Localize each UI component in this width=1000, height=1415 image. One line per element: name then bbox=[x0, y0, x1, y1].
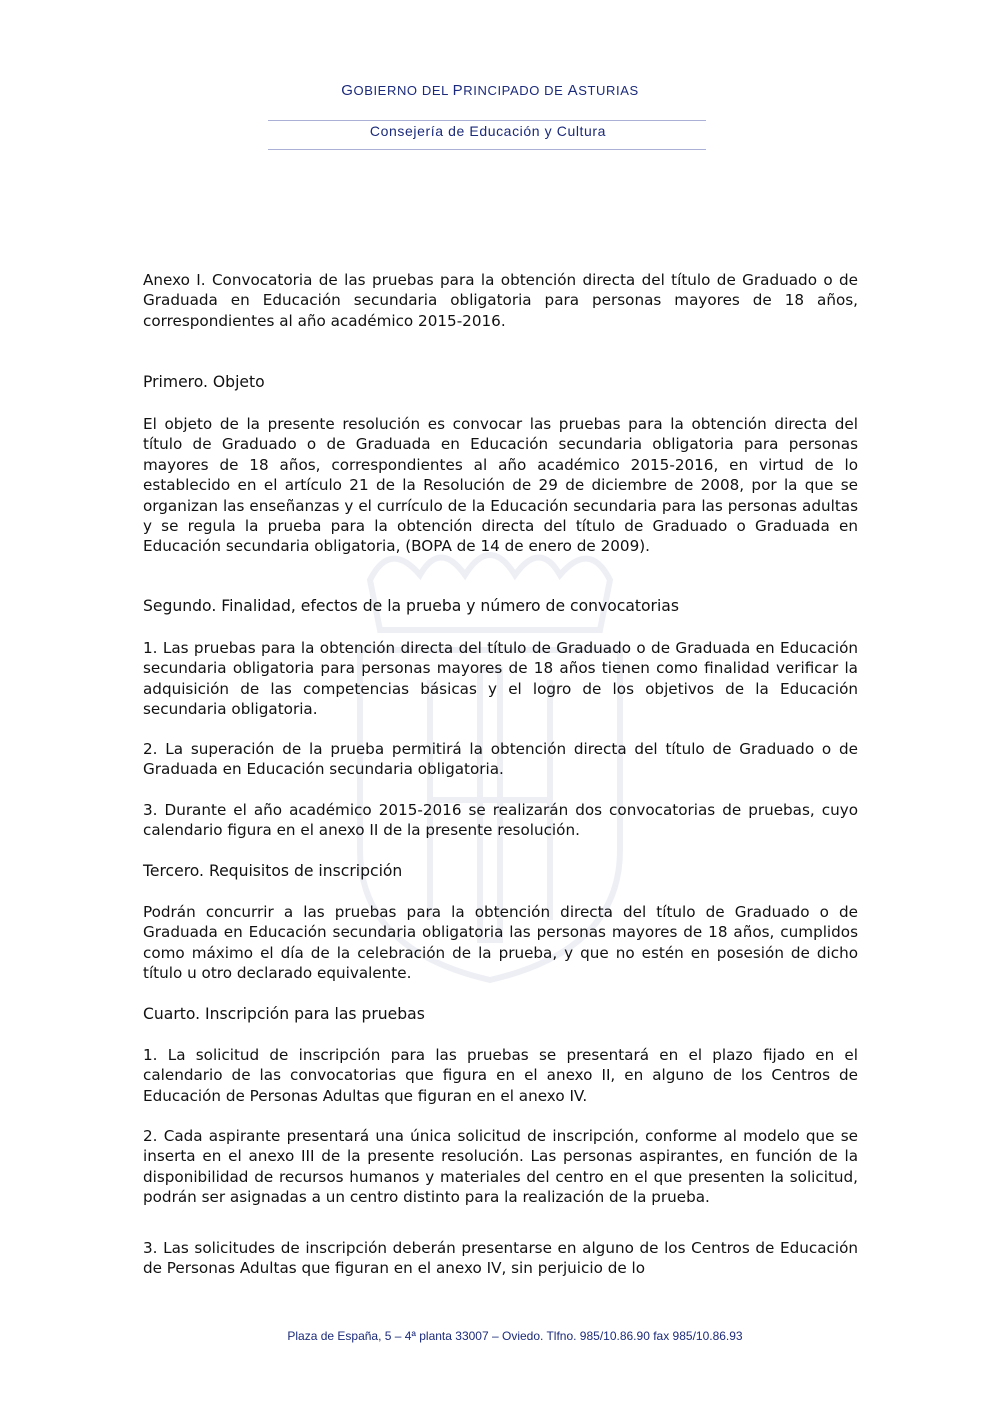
paragraph-segundo-2: 2. La superación de la prueba permitirá la obtención directa del título de Graduado o de Graduada en Educación secundaria obligatoria. bbox=[143, 740, 858, 779]
header-divider-bottom bbox=[268, 149, 706, 150]
annex-title: Anexo I. Convocatoria de las pruebas para la obtención directa del título de Graduado o de Graduada en Educación secundaria obligatoria para personas mayores de 18 años, correspondientes al año académico 2015-2016. bbox=[143, 271, 858, 330]
paragraph-cuarto-3: 3. Las solicitudes de inscripción deberán presentarse en alguno de los Centros de Educación de Personas Adultas que figuran en el anexo IV, sin perjuicio de lo bbox=[143, 1239, 858, 1278]
paragraph-segundo-1: 1. Las pruebas para la obtención directa del título de Graduado o de Graduada en Educación secundaria obligatoria para personas mayores de 18 años tienen como finalidad verificar la adquisición de las competencias básicas y el logro de los objetivos de la Educación secundaria obligatoria. bbox=[143, 639, 858, 719]
page-footer-address: Plaza de España, 5 – 4ª planta 33007 – Oviedo. Tlfno. 985/10.86.90 fax 985/10.86.93 bbox=[287, 1329, 743, 1343]
section-heading-tercero: Tercero. Requisitos de inscripción bbox=[143, 862, 403, 880]
department-name: Consejería de Educación y Cultura bbox=[369, 123, 607, 139]
section-heading-primero: Primero. Objeto bbox=[143, 373, 265, 391]
header-divider-top bbox=[268, 120, 706, 121]
government-name: GOBIERNO DEL PRINCIPADO DE ASTURIAS bbox=[341, 82, 639, 99]
section-heading-cuarto: Cuarto. Inscripción para las pruebas bbox=[143, 1005, 425, 1023]
paragraph-tercero-1: Podrán concurrir a las pruebas para la obtención directa del título de Graduado o de Graduada en Educación secundaria obligatoria las personas mayores de 18 años, cumplidos como máximo el día de la celebración de la prueba, y que no estén en posesión de dicho título u otro declarado equivalente. bbox=[143, 903, 858, 983]
paragraph-cuarto-2: 2. Cada aspirante presentará una única solicitud de inscripción, conforme al modelo que se inserta en el anexo III de la presente resolución. Las personas aspirantes, en función de la disponibilidad de recursos humanos y materiales del centro en el que presenten la solicitud, podrán ser asignadas a un centro distinto para la realización de la prueba. bbox=[143, 1127, 858, 1207]
paragraph-segundo-3: 3. Durante el año académico 2015-2016 se realizarán dos convocatorias de pruebas, cuyo calendario figura en el anexo II de la presente resolución. bbox=[143, 801, 858, 840]
paragraph-primero-1: El objeto de la presente resolución es convocar las pruebas para la obtención directa del título de Graduado o de Graduada en Educación secundaria obligatoria para personas mayores de 18 años, correspondientes al año académico 2015-2016, en virtud de lo establecido en el artículo 21 de la Resolución de 29 de diciembre de 2008, por la que se organizan las enseñanzas y el currículo de la Educación secundaria para las personas adultas y se regula la prueba para la obtención directa del título de Graduado o Graduada en Educación secundaria obligatoria, (BOPA de 14 de enero de 2009). bbox=[143, 415, 858, 556]
paragraph-cuarto-1: 1. La solicitud de inscripción para las pruebas se presentará en el plazo fijado en el calendario de las convocatorias que figura en el anexo II, en alguno de los Centros de Educación de Personas Adultas que figuran en el anexo IV. bbox=[143, 1046, 858, 1105]
section-heading-segundo: Segundo. Finalidad, efectos de la prueba y número de convocatorias bbox=[143, 597, 679, 615]
